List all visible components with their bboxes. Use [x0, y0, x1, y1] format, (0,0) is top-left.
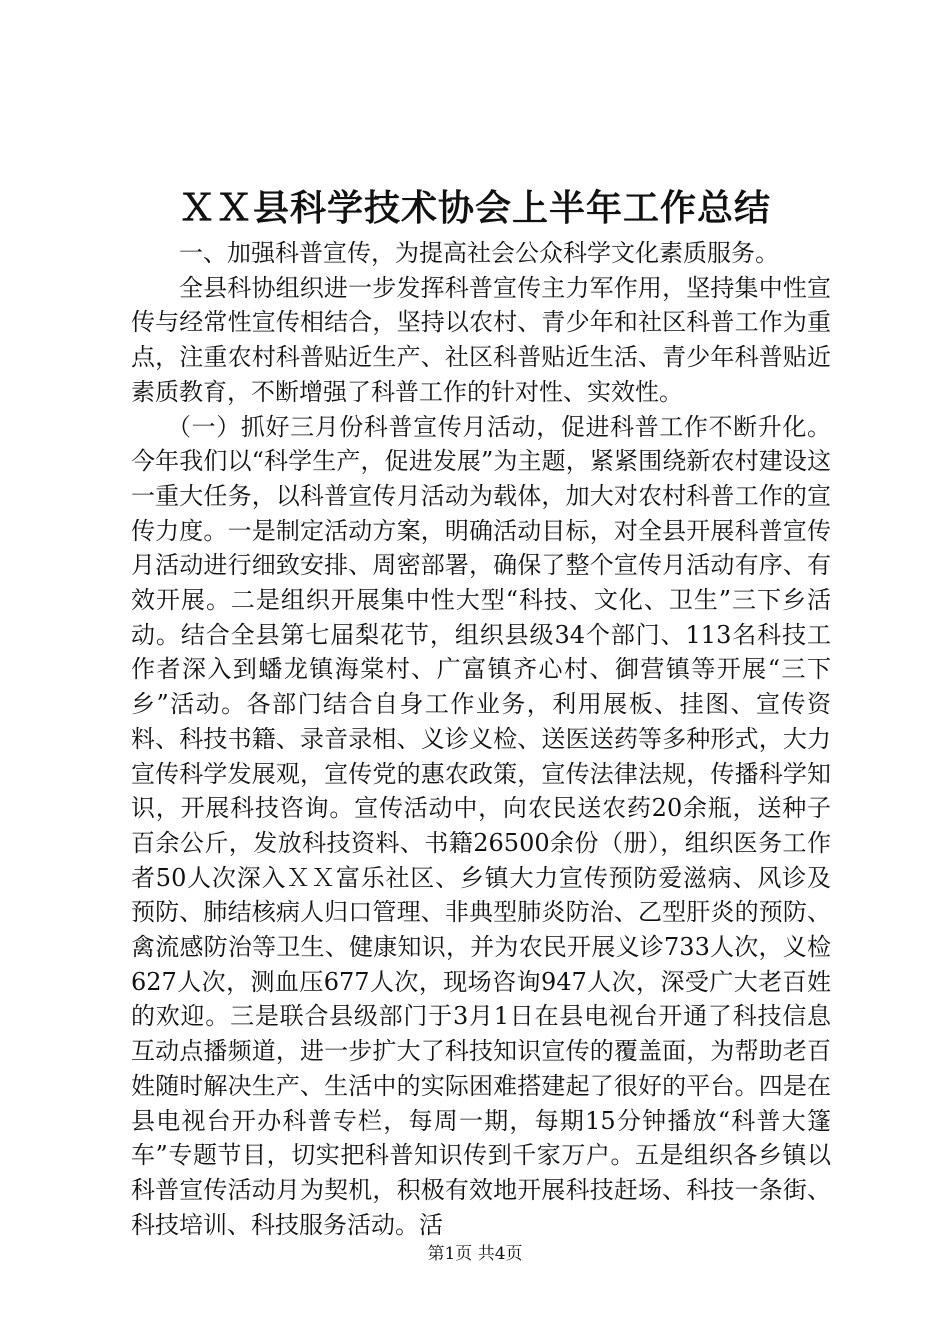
- paragraph: 全县科协组织进一步发挥科普宣传主力军作用，坚持集中性宣传与经常性宣传相结合，坚持以农村、青少年和社区科普工作为重点，注重农村科普贴近生产、社区科普贴近生活、青少年科普贴近素质教育，不断增强了科普工作的针对性、实效性。: [131, 273, 831, 406]
- paragraph: （一）抓好三月份科普宣传月活动，促进科普工作不断升化。今年我们以“科学生产，促进发展”为主题，紧紧围绕新农村建设这一重大任务，以科普宣传月活动为载体，加大对农村科普工作的宣传力度。一是制定活动方案，明确活动目标，对全县开展科普宣传月活动进行细致安排、周密部署，确保了整个宣传月活动有序、有效开展。二是组织开展集中性大型“科技、文化、卫生”三下乡活动。结合全县第七届梨花节，组织县级34个部门、113名科技工作者深入到蟠龙镇海棠村、广富镇齐心村、御营镇等开展“三下乡”活动。各部门结合自身工作业务，利用展板、挂图、宣传资料、科技书籍、录音录相、义诊义检、送医送药等多种形式，大力宣传科学发展观，宣传党的惠农政策，宣传法律法规，传播科学知识，开展科技咨询。宣传活动中，向农民送农药20余瓶，送种子百余公斤，发放科技资料、书籍26500余份（册），组织医务工作者50人次深入ＸＸ富乐社区、乡镇大力宣传预防爱滋病、风诊及预防、肺结核病人归口管理、非典型肺炎防治、乙型肝炎的预防、禽流感防治等卫生、健康知识，并为农民开展义诊733人次，义检627人次，测血压677人次，现场咨询947人次，深受广大老百姓的欢迎。三是联合县级部门于3月1日在县电视台开通了科技信息互动点播频道，进一步扩大了科技知识宣传的覆盖面，为帮助老百姓随时解决生产、生活中的实际困难搭建起了很好的平台。四是在县电视台开办科普专栏，每周一期，每期15分钟播放“科普大篷车”专题节目，切实把科普知识传到千家万户。五是组织各乡镇以科普宣传活动月为契机，积极有效地开展科技赶场、科技一条街、科技培训、科技服务活动。活: [131, 412, 831, 1239]
- page-number-footer: 第1页 共4页: [427, 1244, 523, 1264]
- document-title: ＸＸ县科学技术协会上半年工作总结: [178, 187, 771, 229]
- section-heading: 一、加强科普宣传，为提高社会公众科学文化素质服务。: [179, 239, 779, 267]
- document-body: [131, 236, 831, 1242]
